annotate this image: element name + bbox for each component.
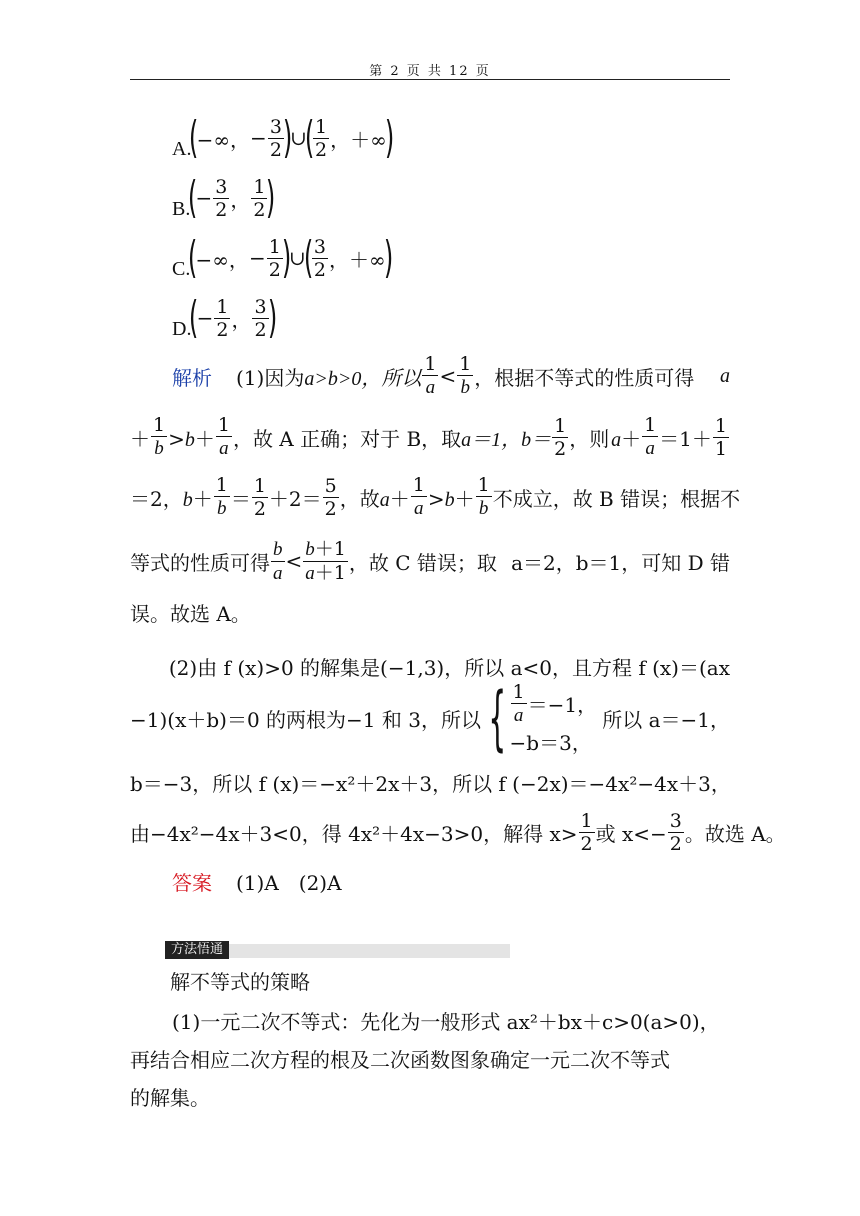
- analysis-tag: 解析: [172, 365, 212, 390]
- option-c: [172, 230, 391, 286]
- analysis-math: a>b>0，所以: [304, 367, 422, 390]
- denominator: b: [460, 377, 470, 398]
- numerator: b＋1: [305, 537, 346, 560]
- fraction: [216, 414, 232, 460]
- analysis-text: ＋2＝: [268, 486, 322, 511]
- fraction: [267, 236, 283, 281]
- fraction: [252, 475, 268, 520]
- numerator: 1: [412, 474, 425, 496]
- option-label: D.: [172, 317, 192, 340]
- analysis-text: ，故: [339, 486, 380, 511]
- numerator: 1: [459, 353, 472, 375]
- analysis-text: 。故选 A。: [684, 821, 786, 846]
- denominator: a: [513, 704, 524, 726]
- numerator: 1: [580, 809, 593, 832]
- minus-sign: −: [196, 306, 214, 330]
- fraction: [713, 415, 729, 460]
- right-bracket: ): [281, 232, 292, 283]
- numerator: 1: [315, 115, 328, 138]
- numerator: 1: [153, 414, 166, 436]
- fraction: [411, 474, 427, 520]
- numerator: 3: [669, 809, 682, 832]
- left-bracket: (: [188, 232, 198, 283]
- method-line-2: [130, 1044, 730, 1072]
- right-bracket: ): [266, 172, 276, 223]
- denominator: 2: [580, 832, 593, 855]
- denominator: 1: [714, 437, 727, 460]
- denominator: 2: [215, 198, 228, 221]
- numerator: 1: [644, 414, 657, 436]
- method-text: 再结合相应二次方程的根及二次函数图象确定一元二次不等式: [130, 1047, 670, 1072]
- analysis-line-8: [130, 768, 730, 796]
- analysis-text: −1)(x＋b)＝0 的两根为−1 和 3，所以: [130, 707, 481, 732]
- fraction: [323, 475, 339, 520]
- numerator: 3: [215, 175, 228, 198]
- denominator: 2: [669, 832, 682, 855]
- fraction: [476, 474, 492, 520]
- analysis-line-4: 等式的性质可得 $\frac{b}{a}$ < $\frac{b+1}{a+1}$ ，故 C 错误；取 a＝2，b＝1，可知 D 错: [130, 537, 730, 584]
- fraction: [214, 474, 230, 520]
- denominator: a: [645, 438, 655, 459]
- analysis-text: b＝−3，所以 f (x)＝−x²＋2x＋3，所以 f (−2x)＝−4x²−4x＋3，: [130, 771, 731, 796]
- fraction: [303, 538, 348, 585]
- fraction: [457, 353, 473, 399]
- numerator: b: [273, 538, 283, 560]
- option-a: [172, 110, 395, 166]
- fraction: [668, 810, 684, 855]
- fraction: [312, 236, 328, 281]
- denominator: b: [478, 498, 489, 519]
- fraction: [214, 296, 230, 341]
- analysis-text: ，根据不等式的性质可得: [474, 365, 695, 390]
- fraction: [268, 116, 284, 161]
- denominator: 2: [313, 258, 326, 281]
- option-text: −∞，: [195, 247, 249, 272]
- brace: {: [488, 677, 507, 759]
- analysis-text: 等式的性质可得: [130, 550, 270, 575]
- numerator: 3: [269, 115, 282, 138]
- left-bracket: (: [304, 112, 315, 163]
- numerator: 3: [313, 235, 326, 258]
- left-bracket: (: [303, 232, 314, 283]
- analysis-text: ＝: [230, 486, 251, 511]
- denominator: 2: [269, 138, 282, 161]
- denominator: a: [425, 377, 436, 398]
- analysis-line-6: [130, 652, 730, 680]
- method-text: 的解集。: [130, 1085, 210, 1110]
- answer-tag: 答案: [172, 870, 212, 895]
- numerator: 1: [215, 474, 228, 496]
- left-bracket: (: [189, 112, 199, 163]
- option-text: ，＋∞: [329, 247, 386, 272]
- numerator: 1: [253, 175, 266, 198]
- option-label: A.: [172, 137, 192, 160]
- fraction: [511, 681, 527, 727]
- option-label: C.: [172, 257, 191, 280]
- numerator: 1: [424, 353, 437, 375]
- numerator: 1: [512, 680, 525, 703]
- denominator: 2: [315, 138, 328, 161]
- fraction: [151, 414, 167, 460]
- numerator: 1: [714, 414, 727, 437]
- numerator: 1: [477, 474, 490, 496]
- numerator: 1: [253, 474, 266, 497]
- minus-sign: −: [195, 186, 213, 210]
- denominator: a: [219, 438, 229, 459]
- right-bracket: ): [267, 292, 277, 343]
- union-sign: ∪: [290, 126, 307, 150]
- numerator: 1: [217, 414, 230, 436]
- analysis-text: 或 x<−: [595, 821, 667, 846]
- numerator: 1: [554, 414, 567, 437]
- minus-sign: −: [248, 246, 266, 270]
- method-tag: 方法悟通: [165, 941, 229, 959]
- fraction: [422, 353, 438, 399]
- analysis-text: ，则: [569, 426, 610, 451]
- fraction: [271, 538, 285, 585]
- left-bracket: (: [188, 172, 198, 223]
- less-sign: <: [439, 364, 457, 388]
- option-d: [172, 290, 275, 346]
- analysis-math: a: [720, 364, 730, 387]
- analysis-text: a＝2，b＝1，可知 D 错: [511, 550, 730, 575]
- minus-sign: −: [250, 126, 267, 150]
- denominator: 2: [254, 318, 267, 341]
- analysis-text: 不成立，故 B 错误；根据不: [492, 486, 741, 511]
- comma: ，: [230, 187, 251, 212]
- method-text: (1)一元二次不等式：先化为一般形式 ax²＋bx＋c>0(a>0)，: [172, 1009, 720, 1034]
- option-label: B.: [172, 197, 191, 220]
- system-row-2: −b＝3，: [509, 730, 592, 755]
- numerator: 5: [324, 474, 337, 497]
- answer-value: (1)A (2)A: [236, 870, 342, 895]
- fraction: [579, 810, 595, 855]
- analysis-text: 由−4x²−4x＋3<0，得 4x²＋4x−3>0，解得 x>: [130, 821, 578, 846]
- method-line-1: [130, 1006, 730, 1034]
- analysis-text: 所以 a＝−1，: [602, 707, 730, 732]
- option-text: ，＋∞: [330, 127, 387, 152]
- fraction: [213, 176, 229, 221]
- fraction: [642, 414, 658, 460]
- denominator: a＋1: [305, 561, 346, 584]
- fraction: [252, 296, 268, 341]
- analysis-line-2: ＋ $\frac{1}{b}$ >b＋ $\frac{1}{a}$ ，故 A 正确；对于 B，取 a＝1，b＝ $\frac{1}{2}$ ，则 a＋ $\frac{1}{a}$ ＝1＋ $\frac{1}{1}$: [130, 414, 727, 460]
- analysis-math: a＝1，b＝: [461, 428, 552, 451]
- analysis-line-3: ＝2， b＋ $\frac{1}{b}$ ＝ $\frac{1}{2}$ ＋2＝ $\frac{5}{2}$ ，故 a＋ $\frac{1}{a}$ >b＋ $\frac{1}{b}$ 不成立，故 B 错误；根据不: [130, 474, 741, 520]
- method-title: 解不等式的策略: [170, 969, 310, 994]
- header-rule: [130, 79, 730, 80]
- denominator: 2: [253, 198, 266, 221]
- method-line-3: [130, 1082, 730, 1110]
- analysis-text: ＝1＋: [659, 426, 712, 451]
- method-title-line: [130, 966, 730, 994]
- left-bracket: (: [189, 292, 199, 343]
- option-text: −∞，: [196, 127, 251, 152]
- union-sign: ∪: [288, 246, 306, 270]
- analysis-text: ，故 C 错误；取: [348, 550, 497, 575]
- analysis-text: (2)由 f (x)>0 的解集是(−1,3)，所以 a<0，且方程 f (x)＝(ax: [168, 655, 730, 680]
- analysis-line-1: [130, 352, 730, 400]
- analysis-text: 误。故选 A。: [130, 601, 251, 626]
- right-bracket: ): [383, 232, 393, 283]
- numerator: 1: [268, 235, 281, 258]
- fraction: [552, 415, 568, 460]
- analysis-text: (1)因为: [236, 365, 305, 390]
- denominator: b: [217, 498, 227, 519]
- page-header: 第 2 页 共 12 页: [369, 64, 491, 79]
- analysis-text: ＝2，: [130, 486, 183, 511]
- denominator: 2: [216, 318, 229, 341]
- denominator: 2: [324, 497, 337, 520]
- denominator: 2: [554, 437, 567, 460]
- denominator: b: [154, 438, 164, 459]
- right-bracket: ): [282, 112, 293, 163]
- option-b: [172, 170, 274, 226]
- analysis-text: ，故 A 正确；对于 B，取: [232, 426, 462, 451]
- analysis-line-5: [130, 598, 730, 626]
- denominator: a: [273, 562, 283, 584]
- fraction: [313, 116, 329, 161]
- denominator: a: [414, 498, 424, 519]
- analysis-line-7: [130, 677, 730, 759]
- numerator: 1: [216, 295, 229, 318]
- denominator: 2: [268, 258, 281, 281]
- system-row-1: ＝−1，: [527, 693, 598, 717]
- comma: ，: [231, 307, 252, 332]
- numerator: 3: [254, 295, 267, 318]
- equation-system: [485, 677, 598, 759]
- answer-line: [130, 867, 730, 895]
- denominator: 2: [253, 497, 266, 520]
- analysis-line-9: [130, 806, 786, 858]
- right-bracket: ): [384, 112, 395, 163]
